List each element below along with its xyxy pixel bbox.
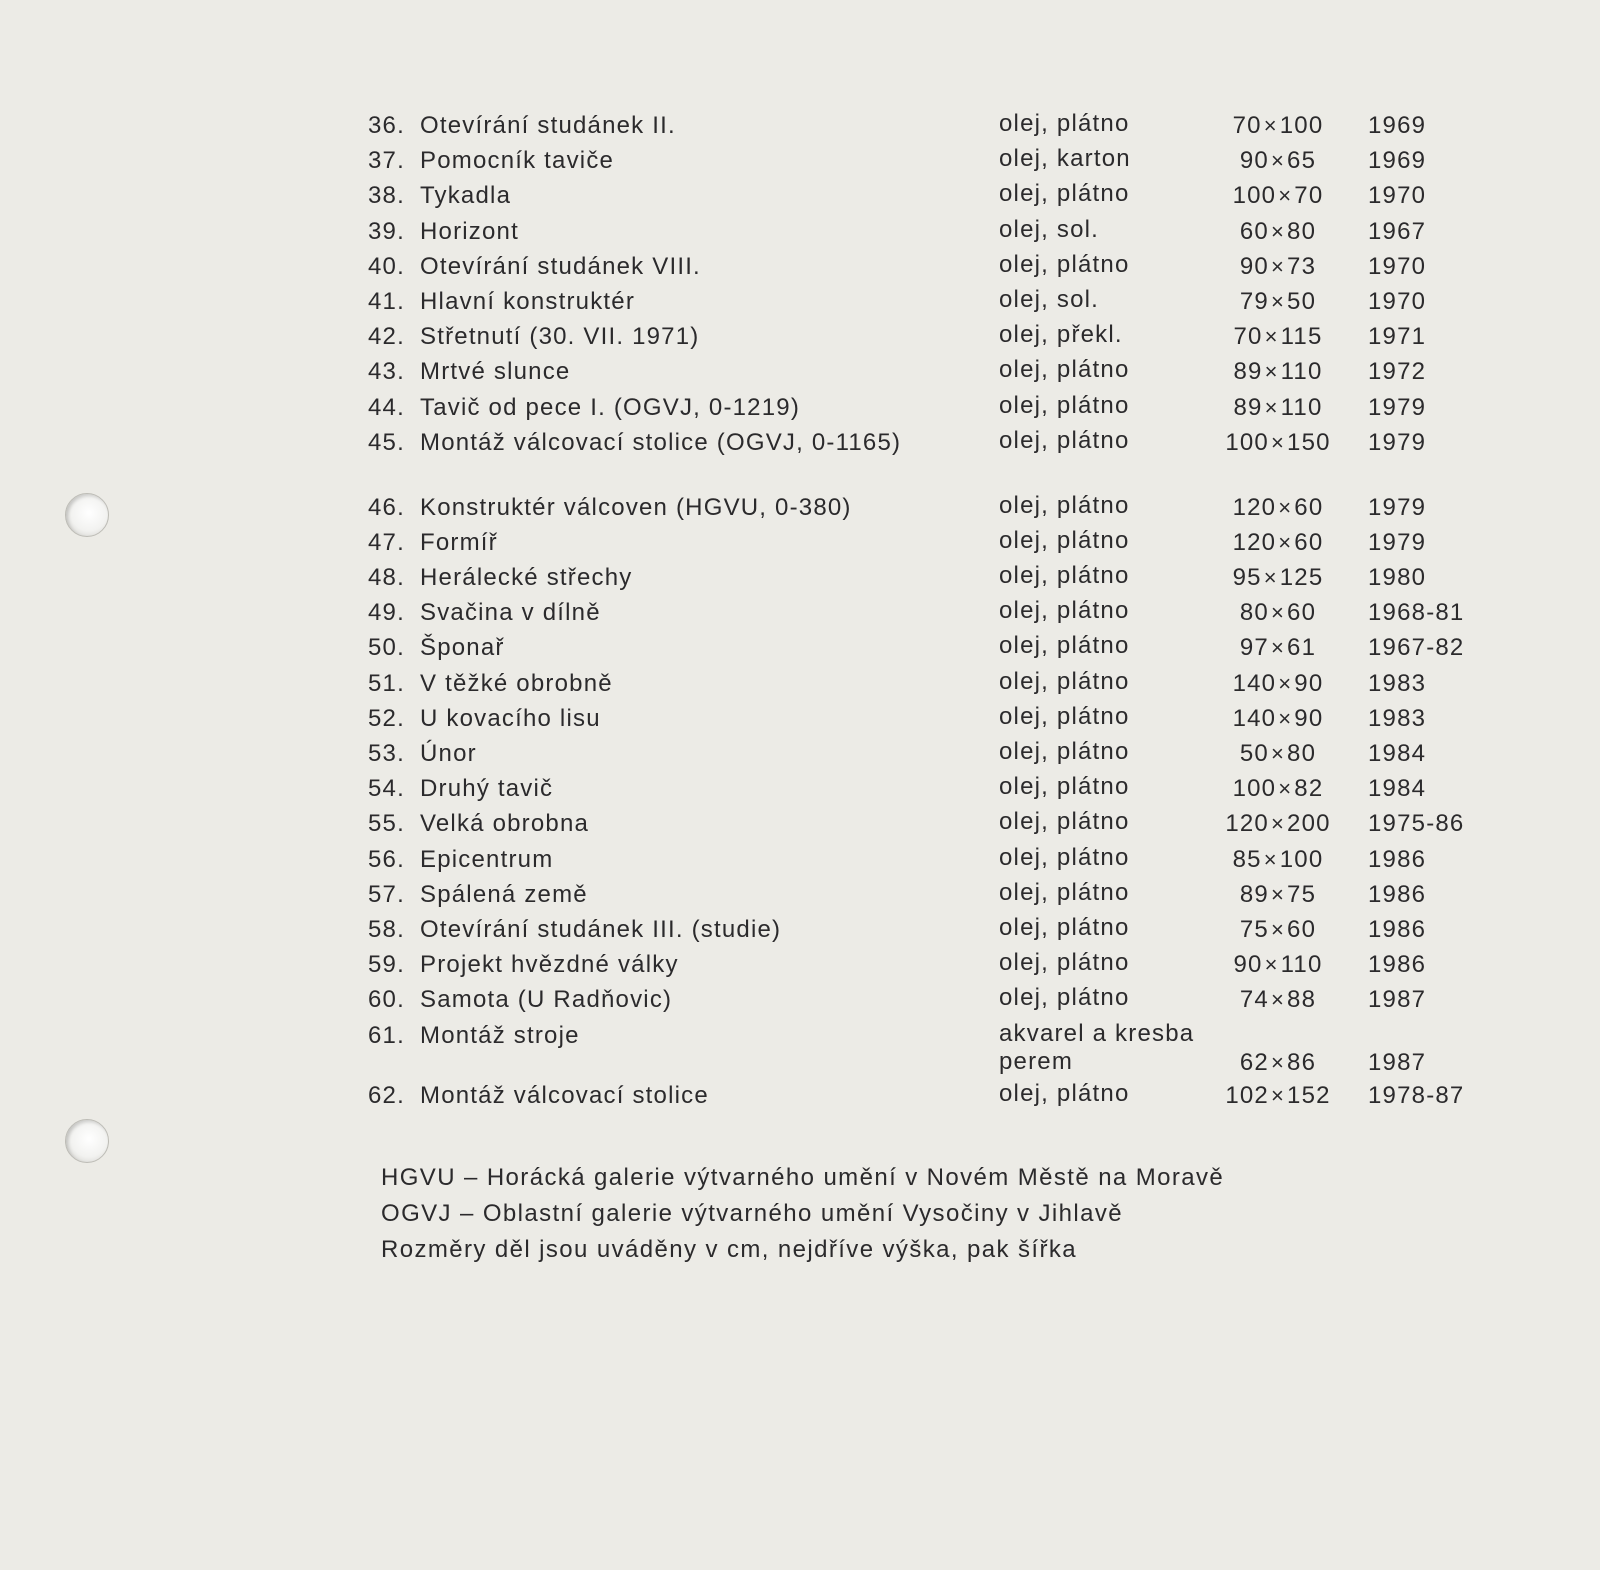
artwork-technique: olej, sol. — [999, 285, 1100, 313]
artwork-year: 1972 — [1368, 358, 1427, 386]
artwork-dimensions — [1198, 806, 1358, 841]
artwork-year: 1987 — [1368, 986, 1427, 1014]
artwork-title: Pomocník taviče — [420, 147, 615, 175]
artwork-number: 42. — [368, 323, 405, 351]
dimension-height: 89 — [1233, 393, 1263, 421]
dimension-width: 65 — [1287, 147, 1317, 175]
artwork-technique: olej, plátno — [999, 356, 1130, 384]
artwork-row — [368, 982, 1518, 1017]
artwork-year: 1970 — [1368, 252, 1427, 280]
artwork-number: 36. — [368, 112, 405, 139]
dimension-width: 70 — [1294, 182, 1324, 210]
dimension-height: 70 — [1233, 323, 1263, 351]
artwork-dimensions — [1198, 319, 1358, 354]
artwork-dimensions — [1198, 947, 1358, 982]
artwork-year: 1971 — [1368, 323, 1427, 351]
artwork-title: Otevírání studánek II. — [420, 112, 676, 139]
dimension-height: 120 — [1232, 528, 1277, 556]
dimension-width: 50 — [1287, 287, 1317, 315]
dimension-width: 100 — [1279, 845, 1324, 873]
artwork-title: Otevírání studánek III. (studie) — [420, 915, 782, 943]
dimension-height: 140 — [1232, 669, 1277, 697]
artwork-technique: olej, plátno — [999, 110, 1130, 137]
artwork-technique: olej, plátno — [999, 180, 1130, 208]
artwork-title: Střetnutí (30. VII. 1971) — [420, 323, 700, 351]
artwork-technique: olej, plátno — [999, 391, 1130, 419]
artwork-row — [368, 1018, 1518, 1078]
artwork-number: 53. — [368, 740, 405, 767]
times-sign: × — [1264, 952, 1279, 978]
artwork-year: 1979 — [1368, 428, 1427, 456]
dimension-width: 90 — [1294, 704, 1324, 732]
artwork-title: Herálecké střechy — [420, 564, 633, 592]
artwork-year: 1968-81 — [1368, 599, 1465, 627]
dimension-height: 60 — [1239, 217, 1269, 245]
artwork-technique: olej, plátno — [999, 808, 1130, 836]
artwork-row — [368, 319, 1518, 354]
dimension-width: 125 — [1279, 564, 1324, 592]
dimension-height: 80 — [1239, 599, 1269, 627]
dimension-width: 88 — [1287, 986, 1317, 1014]
times-sign: × — [1270, 253, 1286, 279]
dimension-width: 82 — [1294, 775, 1324, 803]
times-sign: × — [1270, 987, 1286, 1013]
artwork-title: Samota (U Radňovic) — [420, 986, 673, 1014]
dimension-width: 110 — [1280, 951, 1323, 979]
artwork-title: Tavič od pece I. (OGVJ, 0-1219) — [420, 393, 801, 421]
artwork-number: 56. — [368, 845, 405, 873]
artwork-row — [368, 284, 1518, 319]
artwork-number: 59. — [368, 951, 405, 979]
dimension-height: 62 — [1239, 1048, 1269, 1076]
artwork-title: Formíř — [420, 528, 498, 556]
artwork-year: 1967 — [1368, 217, 1427, 245]
artwork-year: 1987 — [1368, 1048, 1427, 1076]
artwork-number: 49. — [368, 599, 405, 627]
artwork-year: 1986 — [1368, 845, 1427, 873]
artwork-row — [368, 736, 1518, 771]
artwork-technique: olej, sol. — [999, 215, 1100, 243]
artwork-year: 1970 — [1368, 287, 1427, 315]
artwork-title: Spálená země — [420, 880, 588, 908]
dimension-height: 100 — [1232, 182, 1277, 210]
artwork-year: 1979 — [1368, 493, 1427, 521]
times-sign: × — [1270, 1049, 1286, 1075]
dimension-width: 60 — [1287, 599, 1317, 627]
artwork-row — [368, 630, 1518, 665]
dimension-height: 90 — [1233, 951, 1263, 979]
artwork-row — [368, 912, 1518, 947]
artwork-row — [368, 1078, 1518, 1113]
artwork-title: U kovacího lisu — [420, 704, 601, 732]
artwork-year: 1969 — [1368, 112, 1427, 139]
legend-dimensions-note: Rozměry děl jsou uváděny v cm, nejdříve výška, pak šířka — [381, 1236, 1077, 1263]
artwork-year: 1979 — [1368, 528, 1427, 556]
dimension-width: 80 — [1287, 217, 1317, 245]
dimension-width: 61 — [1287, 634, 1317, 662]
artwork-technique: olej, plátno — [999, 667, 1130, 695]
dimension-height: 74 — [1239, 986, 1269, 1014]
artwork-dimensions — [1198, 1045, 1358, 1080]
artwork-title: Únor — [420, 740, 477, 767]
dimension-height: 89 — [1233, 358, 1263, 386]
artwork-number: 52. — [368, 704, 405, 732]
artwork-year: 1967-82 — [1368, 634, 1465, 662]
artwork-row — [368, 771, 1518, 806]
dimension-width: 110 — [1280, 393, 1323, 421]
dimension-width: 115 — [1280, 323, 1323, 351]
legend-ogvj: OGVJ – Oblastní galerie výtvarného umění Vysočiny v Jihlavě — [381, 1200, 1124, 1227]
dimension-width: 150 — [1287, 428, 1331, 456]
dimension-height: 75 — [1239, 915, 1269, 943]
dimension-width: 86 — [1287, 1048, 1317, 1076]
artwork-year: 1984 — [1368, 775, 1427, 803]
artwork-dimensions — [1198, 249, 1358, 284]
dimension-height: 89 — [1239, 880, 1269, 908]
artwork-technique: olej, plátno — [999, 773, 1130, 801]
artwork-year: 1986 — [1368, 880, 1427, 908]
artwork-dimensions — [1198, 877, 1358, 912]
artwork-number: 54. — [368, 775, 405, 803]
dimension-height: 120 — [1232, 493, 1277, 521]
artwork-technique: olej, plátno — [999, 526, 1130, 554]
dimension-width: 60 — [1294, 493, 1324, 521]
artwork-technique: akvarel a kresba perem — [999, 1019, 1195, 1075]
artwork-title: Konstruktér válcoven (HGVU, 0-380) — [420, 493, 852, 521]
artwork-row — [368, 390, 1518, 425]
artwork-year: 1975-86 — [1368, 810, 1465, 838]
times-sign: × — [1270, 916, 1286, 942]
artwork-row — [368, 842, 1518, 877]
dimension-height: 140 — [1232, 704, 1277, 732]
artwork-number: 62. — [368, 1081, 405, 1109]
artwork-row — [368, 143, 1518, 178]
artwork-title: Svačina v dílně — [420, 599, 601, 627]
artwork-number: 39. — [368, 217, 405, 245]
artwork-dimensions — [1198, 736, 1358, 771]
artwork-title: V těžké obrobně — [420, 669, 613, 697]
artwork-dimensions — [1198, 595, 1358, 630]
artwork-title: Druhý tavič — [420, 775, 554, 803]
artwork-number: 46. — [368, 493, 405, 521]
artwork-title: Šponař — [420, 634, 505, 662]
times-sign: × — [1270, 429, 1286, 455]
times-sign: × — [1270, 811, 1286, 837]
artwork-number: 57. — [368, 880, 405, 908]
artwork-dimensions — [1198, 1078, 1358, 1113]
times-sign: × — [1270, 881, 1286, 907]
artwork-row — [368, 595, 1518, 630]
artwork-year: 1970 — [1368, 182, 1427, 210]
times-sign: × — [1278, 705, 1293, 731]
artwork-dimensions — [1198, 354, 1358, 389]
legend-hgvu: HGVU – Horácká galerie výtvarného umění v Novém Městě na Moravě — [381, 1164, 1225, 1191]
times-sign: × — [1263, 846, 1278, 872]
artwork-technique: olej, překl. — [999, 321, 1123, 349]
artwork-number: 61. — [368, 1021, 405, 1049]
artwork-year: 1986 — [1368, 951, 1427, 979]
artwork-title: Tykadla — [420, 182, 512, 210]
artwork-year: 1978-87 — [1368, 1081, 1465, 1109]
artwork-row — [368, 425, 1518, 490]
artwork-list — [368, 108, 1518, 1113]
artwork-title: Mrtvé slunce — [420, 358, 571, 386]
artwork-title: Montáž válcovací stolice — [420, 1081, 709, 1109]
artwork-number: 44. — [368, 393, 405, 421]
artwork-number: 41. — [368, 287, 405, 315]
artwork-technique: olej, plátno — [999, 491, 1130, 519]
dimension-width: 90 — [1294, 669, 1324, 697]
artwork-number: 58. — [368, 915, 405, 943]
artwork-dimensions — [1198, 771, 1358, 806]
artwork-technique: olej, plátno — [999, 843, 1130, 871]
artwork-technique: olej, plátno — [999, 426, 1130, 454]
artwork-year: 1969 — [1368, 147, 1427, 175]
times-sign: × — [1270, 1082, 1286, 1108]
dimension-width: 60 — [1287, 915, 1317, 943]
artwork-year: 1986 — [1368, 915, 1427, 943]
artwork-row — [368, 214, 1518, 249]
times-sign: × — [1270, 635, 1286, 661]
times-sign: × — [1270, 741, 1286, 766]
artwork-year: 1984 — [1368, 740, 1427, 767]
dimension-width: 200 — [1287, 810, 1331, 838]
artwork-dimensions — [1198, 214, 1358, 249]
legend — [381, 1160, 1411, 1268]
artwork-technique: olej, plátno — [999, 562, 1130, 590]
artwork-technique: olej, plátno — [999, 702, 1130, 730]
artwork-year: 1979 — [1368, 393, 1427, 421]
times-sign: × — [1270, 600, 1286, 626]
times-sign: × — [1278, 670, 1293, 696]
artwork-number: 47. — [368, 528, 405, 556]
artwork-technique: olej, plátno — [999, 949, 1130, 977]
artwork-row — [368, 525, 1518, 560]
artwork-technique: olej, plátno — [999, 1079, 1130, 1107]
dimension-width: 110 — [1280, 358, 1323, 386]
dimension-height: 97 — [1239, 634, 1269, 662]
times-sign: × — [1278, 776, 1293, 802]
dimension-width: 75 — [1287, 880, 1317, 908]
artwork-title: Hlavní konstruktér — [420, 287, 636, 315]
punch-hole-lower — [65, 1119, 109, 1163]
dimension-width: 152 — [1287, 1081, 1331, 1109]
artwork-title: Epicentrum — [420, 845, 554, 873]
dimension-height: 79 — [1239, 287, 1269, 315]
artwork-row — [368, 701, 1518, 736]
dimension-height: 120 — [1225, 810, 1269, 838]
artwork-number: 38. — [368, 182, 405, 210]
dimension-height: 90 — [1239, 252, 1269, 280]
artwork-technique: olej, plátno — [999, 984, 1130, 1012]
times-sign: × — [1264, 394, 1279, 420]
artwork-row — [368, 666, 1518, 701]
artwork-number: 51. — [368, 669, 405, 697]
times-sign: × — [1278, 494, 1293, 520]
artwork-dimensions — [1198, 178, 1358, 213]
artwork-dimensions — [1198, 284, 1358, 319]
artwork-number: 55. — [368, 810, 405, 838]
artwork-dimensions — [1198, 390, 1358, 425]
artwork-technique: olej, plátno — [999, 632, 1130, 660]
artwork-dimensions — [1198, 108, 1358, 143]
artwork-dimensions — [1198, 666, 1358, 701]
times-sign: × — [1263, 565, 1278, 591]
artwork-row — [368, 560, 1518, 595]
dimension-width: 73 — [1287, 252, 1317, 280]
dimension-height: 100 — [1232, 775, 1277, 803]
times-sign: × — [1270, 218, 1286, 244]
artwork-dimensions — [1198, 701, 1358, 736]
artwork-row — [368, 490, 1518, 525]
times-sign: × — [1264, 324, 1279, 350]
artwork-technique: olej, karton — [999, 145, 1131, 173]
artwork-row — [368, 249, 1518, 284]
artwork-number: 40. — [368, 252, 405, 280]
times-sign: × — [1270, 288, 1286, 314]
artwork-dimensions — [1198, 143, 1358, 178]
punch-hole-upper — [65, 493, 109, 537]
artwork-technique: olej, plátno — [999, 250, 1130, 278]
artwork-row — [368, 947, 1518, 982]
artwork-dimensions — [1198, 425, 1358, 460]
artwork-year: 1983 — [1368, 669, 1427, 697]
artwork-title: Projekt hvězdné války — [420, 951, 679, 979]
artwork-row — [368, 178, 1518, 213]
artwork-title: Velká obrobna — [420, 810, 590, 838]
artwork-title: Horizont — [420, 217, 519, 245]
artwork-dimensions — [1198, 560, 1358, 595]
artwork-dimensions — [1198, 630, 1358, 665]
artwork-title: Montáž stroje — [420, 1021, 580, 1049]
artwork-number: 37. — [368, 147, 405, 175]
artwork-technique: olej, plátno — [999, 597, 1130, 625]
artwork-title: Montáž válcovací stolice (OGVJ, 0-1165) — [420, 428, 902, 456]
artwork-dimensions — [1198, 490, 1358, 525]
times-sign: × — [1270, 148, 1286, 174]
artwork-year: 1980 — [1368, 564, 1427, 592]
dimension-height: 85 — [1232, 845, 1262, 873]
artwork-year: 1983 — [1368, 704, 1427, 732]
times-sign: × — [1278, 529, 1293, 555]
dimension-height: 100 — [1225, 428, 1269, 456]
artwork-row — [368, 877, 1518, 912]
times-sign: × — [1264, 359, 1279, 385]
artwork-dimensions — [1198, 912, 1358, 947]
artwork-number: 50. — [368, 634, 405, 662]
artwork-dimensions — [1198, 982, 1358, 1017]
times-sign: × — [1263, 113, 1278, 138]
times-sign: × — [1278, 183, 1293, 209]
artwork-dimensions — [1198, 525, 1358, 560]
dimension-height: 50 — [1239, 740, 1269, 767]
artwork-number: 45. — [368, 428, 405, 456]
artwork-number: 43. — [368, 358, 405, 386]
dimension-width: 60 — [1294, 528, 1324, 556]
artwork-technique: olej, plátno — [999, 738, 1130, 765]
dimension-height: 90 — [1239, 147, 1269, 175]
artwork-number: 48. — [368, 564, 405, 592]
artwork-technique: olej, plátno — [999, 878, 1130, 906]
artwork-number: 60. — [368, 986, 405, 1014]
artwork-row — [368, 108, 1518, 143]
artwork-dimensions — [1198, 842, 1358, 877]
dimension-width: 100 — [1279, 112, 1324, 139]
dimension-width: 80 — [1287, 740, 1317, 767]
dimension-height: 102 — [1225, 1081, 1269, 1109]
artwork-row — [368, 354, 1518, 389]
dimension-height: 70 — [1232, 112, 1262, 139]
dimension-height: 95 — [1232, 564, 1262, 592]
artwork-row — [368, 806, 1518, 841]
artwork-title: Otevírání studánek VIII. — [420, 252, 701, 280]
artwork-technique: olej, plátno — [999, 913, 1130, 941]
